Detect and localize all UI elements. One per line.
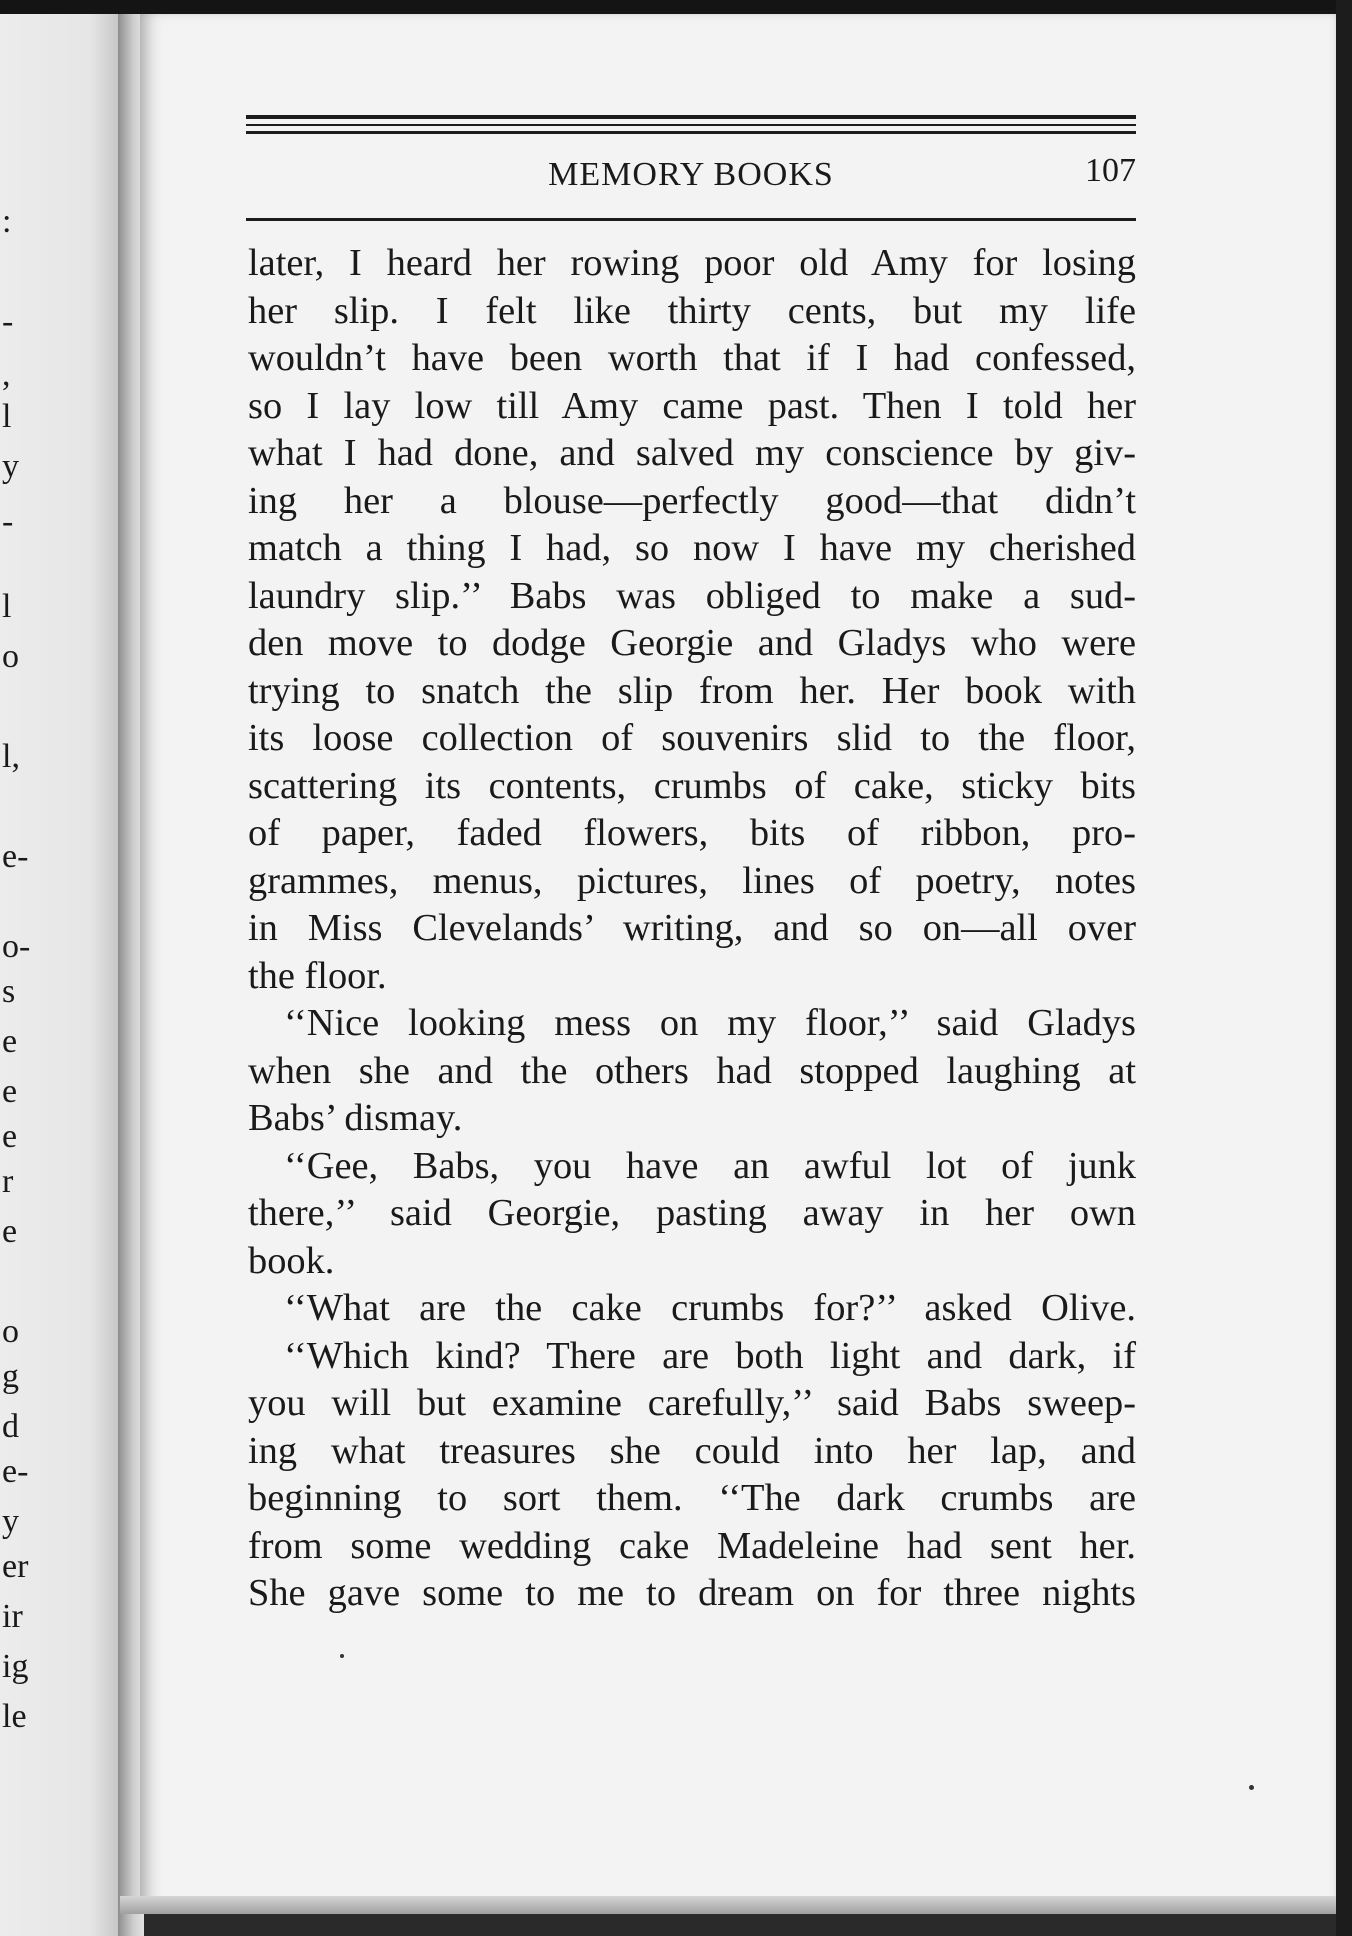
running-title: MEMORY BOOKS bbox=[548, 156, 834, 193]
text-line: den move to dodge Georgie and Gladys who were bbox=[248, 622, 1136, 664]
facing-page-fragment: g bbox=[2, 1358, 19, 1395]
facing-page-fragment: l bbox=[2, 588, 12, 625]
text-line: ‘‘Which kind? There are both light and dark, if bbox=[284, 1334, 1136, 1377]
text-line: ‘‘Nice looking mess on my floor,’’ said Gladys bbox=[284, 1002, 1136, 1044]
header-rule-lower bbox=[246, 131, 1136, 134]
text-line: wouldn’t have been worth that if I had confessed, bbox=[248, 337, 1136, 379]
text-line: ‘‘What are the cake crumbs for?’’ asked Olive. bbox=[284, 1287, 1136, 1329]
text-line: its loose collection of souvenirs slid to the floor, bbox=[248, 717, 1136, 759]
facing-page-fragment: e bbox=[2, 1118, 18, 1155]
text-line: match a thing I had, so now I have my cherished bbox=[248, 527, 1136, 569]
facing-page-fragment: ir bbox=[2, 1598, 23, 1635]
text-line: beginning to sort them. ‘‘The dark crumbs are bbox=[248, 1477, 1136, 1519]
page-bottom-edge bbox=[120, 1896, 1340, 1914]
text-line: She gave some to me to dream on for three nights bbox=[248, 1572, 1136, 1614]
facing-page-fragment: l bbox=[2, 398, 12, 435]
text-line: ing her a blouse—perfectly good—that didn’t bbox=[248, 479, 1136, 522]
text-line: scattering its contents, crumbs of cake, sticky bits bbox=[248, 764, 1136, 807]
text-line: her slip. I felt like thirty cents, but my life bbox=[248, 289, 1136, 332]
text-line: what I had done, and salved my conscience by giv- bbox=[248, 432, 1136, 474]
text-line: trying to snatch the slip from her. Her book with bbox=[248, 669, 1136, 712]
facing-page-fragment: er bbox=[2, 1548, 29, 1585]
facing-page-fragment: s bbox=[2, 973, 16, 1010]
text-line: later, I heard her rowing poor old Amy for losing bbox=[248, 242, 1136, 284]
facing-page-fragment: y bbox=[2, 1503, 19, 1540]
facing-page-fragment: - bbox=[2, 303, 14, 340]
facing-page-fragment: le bbox=[2, 1698, 27, 1735]
scan-right-border bbox=[1336, 0, 1352, 1936]
facing-page-fragment: y bbox=[2, 448, 19, 485]
facing-page-fragment: o bbox=[2, 638, 19, 675]
text-line: you will but examine carefully,’’ said Babs sweep- bbox=[248, 1382, 1136, 1424]
page-number: 107 bbox=[1085, 152, 1136, 189]
text-line: the floor. bbox=[248, 954, 387, 997]
facing-page-fragment: ig bbox=[2, 1648, 29, 1685]
facing-page-fragment: : bbox=[2, 203, 12, 240]
facing-page-fragment: l, bbox=[2, 738, 20, 775]
facing-page-fragment: e- bbox=[2, 1453, 29, 1490]
text-line: so I lay low till Amy came past. Then I told her bbox=[248, 384, 1136, 427]
running-head bbox=[246, 152, 1136, 202]
body-text bbox=[248, 240, 1136, 1618]
ink-speck bbox=[1249, 1785, 1254, 1790]
facing-page-fragment: o bbox=[2, 1313, 19, 1350]
facing-page-fragment: e bbox=[2, 1213, 18, 1250]
facing-page-fragment: - bbox=[2, 503, 14, 540]
text-line: Babs’ dismay. bbox=[248, 1097, 463, 1139]
text-line: book. bbox=[248, 1239, 335, 1282]
facing-page-edge bbox=[0, 14, 128, 1936]
header-rule-bottom bbox=[246, 218, 1136, 221]
ink-speck bbox=[340, 1654, 344, 1658]
text-line: when she and the others had stopped laughing at bbox=[248, 1049, 1136, 1092]
text-line: ing what treasures she could into her lap, and bbox=[248, 1429, 1136, 1472]
facing-page-fragment: r bbox=[2, 1163, 14, 1200]
header-rule-middle bbox=[246, 124, 1136, 126]
text-line: laundry slip.’’ Babs was obliged to make a sud- bbox=[248, 574, 1136, 617]
text-line: ‘‘Gee, Babs, you have an awful lot of junk bbox=[284, 1144, 1136, 1187]
facing-page-fragment: e bbox=[2, 1073, 18, 1110]
header-rule-top bbox=[246, 115, 1136, 119]
text-line: grammes, menus, pictures, lines of poetry, notes bbox=[248, 859, 1136, 902]
text-line: there,’’ said Georgie, pasting away in her own bbox=[248, 1192, 1136, 1234]
text-line: of paper, faded flowers, bits of ribbon, pro- bbox=[248, 812, 1136, 854]
facing-page-fragment: e bbox=[2, 1023, 18, 1060]
facing-page-fragment: o- bbox=[2, 928, 31, 965]
text-line: from some wedding cake Madeleine had sent her. bbox=[248, 1524, 1136, 1567]
text-line: in Miss Clevelands’ writing, and so on—all over bbox=[248, 907, 1136, 949]
scan-top-border bbox=[0, 0, 1352, 14]
facing-page-fragment: e- bbox=[2, 838, 29, 875]
facing-page-fragment: d bbox=[2, 1408, 19, 1445]
facing-page-fragment: , bbox=[2, 356, 11, 393]
